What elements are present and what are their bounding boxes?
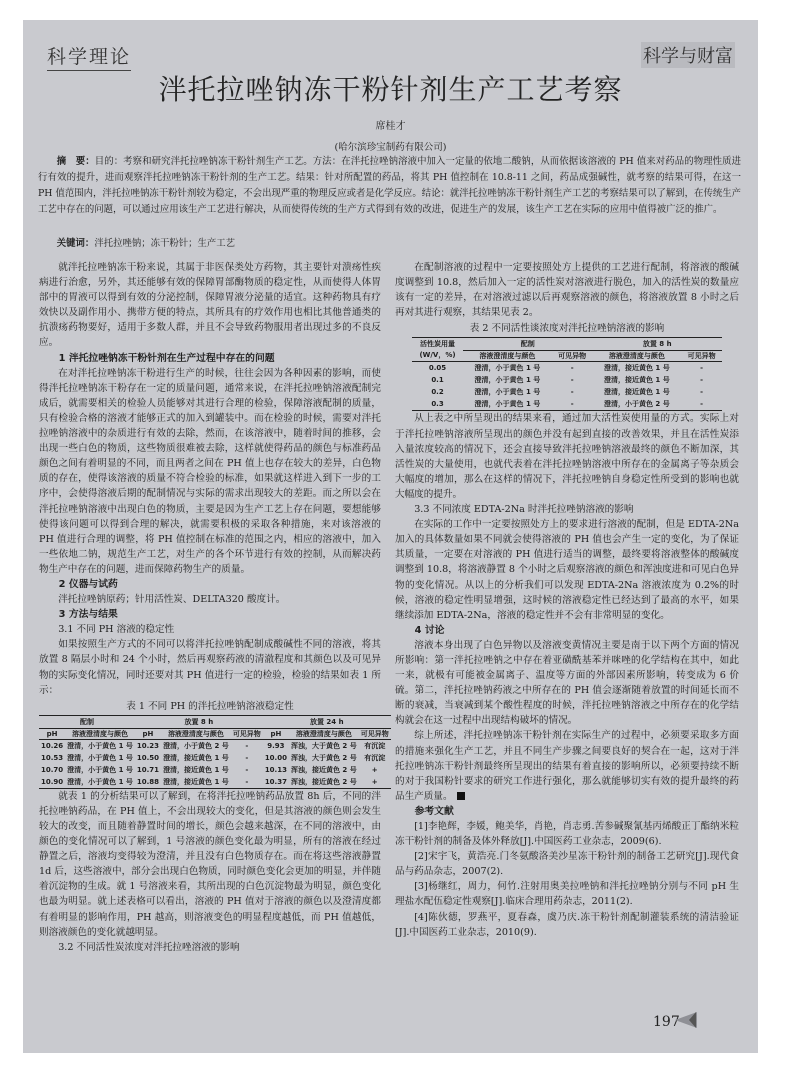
table-cell: 澄清，接近黄色 1 号 — [604, 364, 670, 373]
table-cell: - — [700, 376, 704, 385]
abstract-label: 摘 要： — [56, 156, 95, 167]
table-cell: 10.13 — [264, 765, 287, 774]
section-3-2-heading: 3.2 不同活性炭浓度对泮托拉唑溶液的影响 — [58, 941, 240, 953]
table-2-first-header — [412, 338, 463, 362]
table-cell: 澄清，接近黄色 1 号 — [604, 376, 670, 385]
table-2-group: 配制 — [463, 338, 592, 351]
keywords — [38, 236, 741, 252]
table-cell: - — [700, 364, 704, 373]
table-2-caption: 表 2 不同活性谈浓度对泮托拉唑钠溶液的影响 — [469, 323, 665, 335]
table-cell: 10.50 — [136, 753, 160, 762]
table-1-header: 溶液澄清度与颜色 — [289, 728, 359, 739]
table-cell: 浑浊，接近黄色 2 号 — [290, 765, 357, 774]
section-1-heading: 1 泮托拉唑钠冻干粉针剂在生产过程中存在的问题 — [58, 352, 275, 364]
table-cell: 10.37 — [264, 777, 287, 786]
table-cell: 澄清，小于黄色 2 号 — [163, 741, 229, 750]
table-1-header: 溶液澄清度与颜色 — [161, 728, 231, 739]
table-row — [39, 752, 391, 764]
table-cell: 澄清，接近黄色 1 号 — [604, 388, 670, 397]
table-cell: - — [245, 777, 249, 786]
keywords-text: 泮托拉唑钠；冻干粉针；生产工艺 — [94, 238, 235, 249]
table-2-header: 可见异物 — [681, 351, 722, 362]
section-3-3-text: 在实际的工作中一定要按照处方上的要求进行溶液的配制，但是 EDTA-2Na 加入的具体数量如果不同就会使得溶液的 PH 值也会产生一定的变化，为了保证其质量，一定要在对溶液的 PH 值进行适当的调整，最终要将溶液整体的酸碱度调整到 10.8，将溶液静置 8 个小时之后观察溶液的颜色和浑浊度进和可见白色异物的变化情况。从以上的分析我们可以发现 EDTA-2Na 溶液浓度为 0.2%的时候，溶液的稳定性明显增强，这时候的溶液稳定性已经达到了最高的水平，如果继续添加 EDTA-2Na，溶液的稳定性并不会有非常明显的变化。 — [395, 519, 739, 621]
table-cell: 澄清，小于黄色 1 号 — [67, 753, 133, 762]
table-cell: 澄清，小于黄色 1 号 — [474, 388, 541, 397]
section-4-heading: 4 讨论 — [414, 624, 445, 636]
table-cell: - — [245, 753, 249, 762]
table-cell: - — [700, 400, 704, 409]
section-3-heading: 3 方法与结果 — [58, 609, 118, 621]
reference-item: [2]宋宇飞，黄浩亮.门冬氨酸洛美沙星冻干粉针剂的制备工艺研究[J].现代食品与药品杂志，2007(2). — [395, 851, 739, 878]
table-cell: + — [371, 777, 378, 786]
table-cell: 澄清，小于黄色 1 号 — [67, 765, 133, 774]
table-1-header: 可见异物 — [360, 729, 389, 738]
table-cell: 澄清，接近黄色 1 号 — [163, 777, 229, 786]
table-cell: + — [371, 765, 378, 774]
table-cell: 10.70 — [41, 765, 64, 774]
table-cell: - — [245, 741, 249, 750]
table-2-analysis: 从上表之中所呈现出的结果来看，通过加大活性炭使用量的方式。实际上对于泮托拉唑钠溶液所呈现出的颜色并没有起到直接的改善效果，并且在活性炭添入量浓度较高的情况下，还会直接导致泮托拉唑钠溶液最终的颜色不断加深，其活性炭的大量使用，也就代表着在泮托拉唑钠溶液中所存在的金属离子等杂质会大幅度的增加，那么在这样的情况下，泮托拉唑钠自身稳定性所受到的影响也就大幅度的提升。 — [395, 413, 739, 500]
table-cell: 10.90 — [41, 777, 64, 786]
author: 席桂才 — [375, 121, 406, 132]
table-cell: 澄清，接近黄色 1 号 — [163, 765, 229, 774]
keywords-label: 关键词： — [56, 238, 95, 249]
table-cell: 0.2 — [431, 388, 444, 397]
references-list — [395, 819, 739, 940]
affiliation: (哈尔滨珍宝制药有限公司) — [334, 142, 447, 153]
table-row — [412, 386, 722, 398]
intro-paragraph: 就泮托拉唑钠冻干粉来说，其属于非医保类处方药物，其主要针对溃疡性疾病进行治愈，另外，其还能够有效的保障胃部酶物质的稳定性，从而使得人体胃部中的胃液可以得到有效的分泌控制，保障胃液分泌量的适宜。这种药物具有疗效快以及副作用小、携带方便的特点，其所具有的疗效作用也相比其他普通类的抗溃疡药物要好，适用于多数人群，并且不会导致药物服用者出现过多的不良反应。 — [39, 262, 381, 349]
reference-item: [1]李艳辉，李媛，鲍美华，肖艳，肖志勇.苦参碱聚氰基丙烯酸正丁酯纳米粒冻干粉针剂的制备及体外释放[J].中国医药工业杂志，2009(6). — [395, 821, 739, 848]
table-cell: 浑浊，大于黄色 2 号 — [290, 741, 357, 750]
table-row — [39, 776, 391, 789]
table-1-group: 配制 — [39, 715, 135, 728]
table-cell: - — [700, 388, 704, 397]
page-number: 197 — [653, 1014, 680, 1030]
table-1-header: pH — [135, 728, 161, 739]
table-cell: 澄清，小于黄色 1 号 — [474, 376, 541, 385]
end-mark-icon — [457, 792, 465, 800]
table-cell: 澄清，小于黄色 1 号 — [474, 400, 541, 409]
table-cell: 浑浊，接近黄色 2 号 — [290, 777, 357, 786]
table-row — [412, 362, 722, 375]
table-cell: 浑浊，大于黄色 2 号 — [290, 753, 357, 762]
section-3-1-heading: 3.1 不同 PH 溶液的稳定性 — [58, 624, 175, 636]
article-title: 泮托拉唑钠冻干粉针剂生产工艺考察 — [158, 73, 623, 106]
abstract — [38, 154, 741, 218]
reference-item: [3]杨继红，周力，何竹.注射用奥美拉唑钠和泮托拉唑钠分别与不同 pH 生理盐水配伍稳定性观察[J].临床合理用药杂志，2011(2). — [395, 881, 739, 908]
journal-page — [23, 20, 758, 1053]
table-1-analysis: 就表 1 的分析结果可以了解到，在将泮托拉唑钠药品放置 8h 后，不同的泮托拉唑钠药品，在 PH 值上，不会出现较大的变化，但是其溶液的颜色则会发生较大的改变，而且随着静置时间的增长，颜色会越来越深，在不同的溶液中，由颜色的变化情况可以了解到，1 号溶液的颜色变化最为明显，所有的溶液在经过静置之后，溶液均变得较为澄清，并且没有白色物质存在。而在将这些溶液静置 1d 后，这些溶液中，部分会出现白色物质，同时颜色变化会更加的明显，并伴随着沉淀物的生成。就 1 号溶液来看，其所出现的白色沉淀物最为明显，颜色变化也最为明显。就上述表格可以看出，溶液的 PH 值对于溶液的颜色以及澄清度都有着明显的影响作用，PH 越高，则溶液变色的明显程度越低，而 PH 值越低，则溶液颜色的变化就越明显。 — [39, 790, 381, 938]
table-cell: 9.93 — [267, 741, 285, 750]
table-cell: - — [245, 765, 249, 774]
table-cell: 澄清，接近黄色 1 号 — [163, 753, 229, 762]
table-2-header: 溶液澄清度与颜色 — [593, 351, 682, 362]
table-1-caption: 表 1 不同 PH 的泮托拉唑钠溶液稳定性 — [126, 700, 294, 712]
table-cell: 10.23 — [136, 741, 160, 750]
discussion-paragraph-2 — [395, 728, 739, 803]
table-cell: 有沉淀 — [364, 741, 386, 750]
table-1-header: 可见异物 — [232, 729, 261, 738]
table-cell: 10.71 — [136, 765, 160, 774]
table-row — [412, 398, 722, 411]
table-row — [412, 374, 722, 386]
discussion-paragraph-1: 溶液本身出现了白色异物以及溶液变黄情况主要是南于以下两个方面的情况所影响：第一泮托拉唑钠之中存在着亚磺酰基苯并咪唑的化学结构在其中，如此一来，就极有可能被金属离子、温度等方面的外部因素所影响，转变成为 6 价硫。第二，泮托拉唑钠药液之中所存在的 PH 值会逐渐随着放置的时间延长而不断的衰减，当衰减到某个酸性程度的时候，泮托拉唑钠溶液之中所存在的化学结构就会在这一过程中出现结构破坏的情况。 — [395, 639, 739, 727]
right-column — [395, 260, 739, 940]
table-1 — [39, 715, 391, 789]
table-row — [39, 764, 391, 776]
table-cell: 澄清，小于黄色 1 号 — [67, 777, 133, 786]
left-column — [39, 260, 389, 955]
table-1-group: 放置 8 h — [135, 715, 263, 728]
journal-name: 科学与财富 — [641, 42, 735, 68]
table-cell: 0.3 — [431, 400, 444, 409]
table-cell: 澄清，小于黄色 1 号 — [67, 741, 133, 750]
table-cell: 10.26 — [41, 741, 64, 750]
table-cell: - — [570, 388, 574, 397]
abstract-text: 目的：考察和研究泮托拉唑钠冻干粉针剂生产工艺。方法：在泮托拉唑钠溶液中加入一定量的依地二酸钠，从而依据该溶液的 PH 值来对药品的物理性质进行有效的提升，进而观察泮托拉唑钠冻干粉针剂的生产工艺。结果：针对所配置的药品，将其 PH 值控制在 10.8-11 之间，药品成强碱性，就考察的结果可得，在这一 PH 值范围内，泮托拉唑钠冻干粉针剂较为稳定，不会出现严重的物理反应或者是化学反应。结论：就泮托拉唑钠冻干粉针剂生产工艺的考察结果可以了解到，在传统生产工艺中存在的问题，可以通过应用该生产工艺进行解决，从而使得传统的生产方式得到有效的改进，促进生产的发展，该生产工艺在实际的应用中值得被广泛的推广。 — [38, 156, 741, 215]
section-3-2-text: 在配制溶液的过程中一定要按照处方上提供的工艺进行配制，将溶液的酸碱度调整到 10.8，然后加入一定的活性炭对溶液进行脱色，加入的活性炭的数量应该有一定的差异，在对溶液过滤以后再观察溶液的颜色，将溶液放置 8 小时之后再对其进行观察，其结果见表 2。 — [395, 262, 739, 319]
references-heading: 参考文献 — [414, 805, 454, 817]
table-2-group: 放置 8 h — [593, 338, 723, 351]
table-cell: 澄清，小于黄色 1 号 — [474, 364, 541, 373]
section-2-text: 泮托拉唑钠原药；针用活性炭、DELTA320 酸度计。 — [58, 594, 286, 606]
table-1-header: pH — [263, 728, 289, 739]
section-tag: 科学理论 — [47, 42, 131, 71]
table-2 — [412, 337, 722, 411]
table-cell: 0.05 — [428, 364, 447, 373]
section-3-3-heading: 3.3 不同浓度 EDTA-2Na 时泮托拉唑钠溶液的影响 — [414, 504, 634, 516]
table-cell: 0.1 — [431, 376, 444, 385]
section-3-1-text: 如果按照生产方式的不同可以将泮托拉唑钠配制成酸碱性不同的溶液，将其放置 8 隔层小时和 24 个小时，然后再观察药液的清澈程度和其颜色以及可见异物的实际变化情况，同时还要对其 PH 值进行一定的检验，检验的结果如表 1 所示： — [39, 639, 381, 696]
section-2-heading: 2 仪器与试药 — [58, 578, 118, 590]
table-2-header: (W/V，%) — [419, 350, 456, 359]
reference-item: [4]陈伙德，罗燕平，夏春森，虞乃庆.冻干粉针剂配制灌装系统的清洁验证[J].中国医药工业杂志，2010(9). — [395, 911, 739, 938]
table-cell: 10.88 — [136, 777, 160, 786]
table-2-header: 溶液澄清度与颜色 — [463, 351, 552, 362]
table-row — [39, 739, 391, 752]
table-1-header: 溶液澄清度与颜色 — [65, 728, 135, 739]
table-2-header: 可见异物 — [552, 351, 593, 362]
table-cell: - — [570, 400, 574, 409]
table-1-header: pH — [39, 728, 65, 739]
table-cell: - — [570, 364, 574, 373]
table-cell: 10.00 — [264, 753, 287, 762]
section-1-text: 在对泮托拉唑钠冻干粉进行生产的时候，往往会因为各种因素的影响，而使得泮托拉唑钠冻干粉存在一定的质量问题，通常来说，在泮托拉唑钠溶液配制完成后，就需要相关的检验人员能够对其进行合理的检验，保障溶液配制的质量，只有检验合格的溶液才能够正式的加入到罐装中。而在检验的时候，需要对泮托拉唑钠溶液中的杂质进行有效的去除，然而，在该溶液中，随着时间的推移，会出现一些白色的物质，这些物质很难被去除，这样就使得药品的颜色与标准药品颜色之间有着明显的不同，而且两者之间在 PH 值上也存在较大的差异，白色物质的存在，使得该溶液的质量不符合检验的标准，如果就这样进入到下一步的工序中，会使得溶液后期的配制情况与实际的需求出现较大的差距。而之所以会在泮托拉唑钠溶液中出现白色的物质，主要是因为生产工艺上存在问题，要想能够使得该问题可以得到合理的解决，就需要积极的采取各种措施，来对该溶液的 PH 值进行合理的调整，将 PH 值控制在标准的范围之内，相应的溶液中，加入一些依地二钠，规范生产工艺，对生产的各个环节进行有效的控制，从而解决药物生产中存在的问题，进而保障药物生产的质量。 — [39, 367, 381, 575]
table-cell: - — [570, 376, 574, 385]
table-1-group: 放置 24 h — [263, 715, 391, 728]
table-cell: 有沉淀 — [364, 753, 386, 762]
table-2-header: 活性炭用量 — [420, 339, 456, 348]
conclusion-text: 综上所述，泮托拉唑钠冻干粉针剂在实际生产的过程中，必须要采取多方面的措施来强化生产工艺，并且不同生产步骤之间要良好的契合在一起，这对于泮托拉唑钠冻干粉针剂最终所呈现出的结果有着直接的影响所以，必须要持续不断的对于我国粉针要求的研究工作进行强化，那么就能够切实有效的提升最终的药品生产质量。 — [395, 730, 739, 802]
table-cell: 澄清，小于黄色 2 号 — [604, 400, 670, 409]
table-cell: 10.53 — [41, 753, 64, 762]
